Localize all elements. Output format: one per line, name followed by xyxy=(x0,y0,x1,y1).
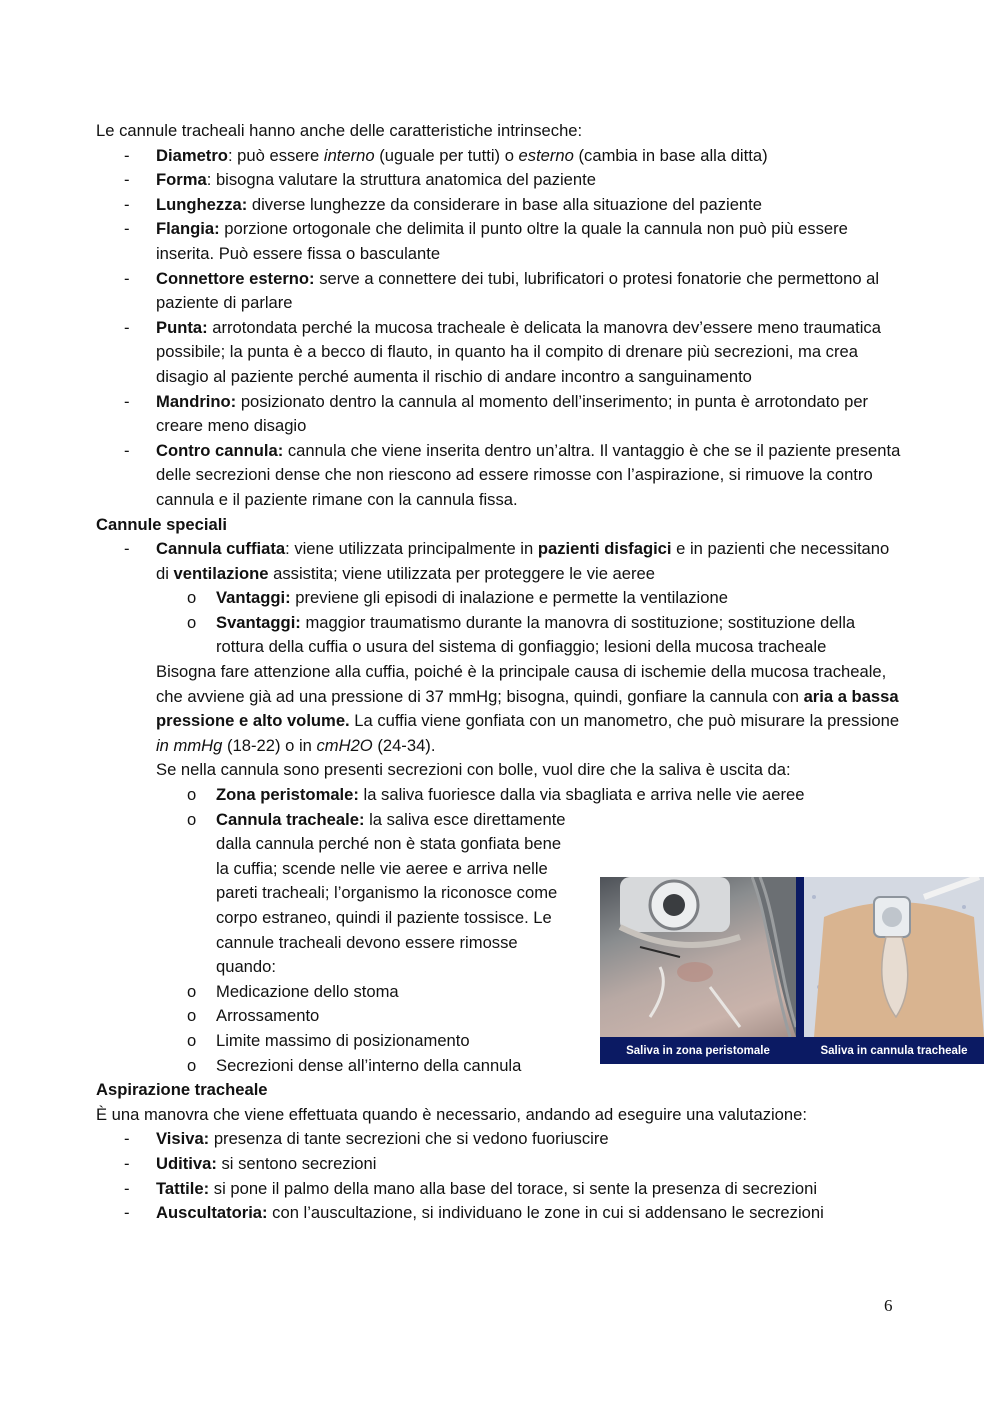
aspiration-list xyxy=(96,1127,904,1225)
term-label: Lunghezza: xyxy=(156,194,248,214)
list-item xyxy=(96,586,904,611)
term-label: Svantaggi: xyxy=(216,612,301,632)
text-run: : bisogna valutare la struttura anatomica del paziente xyxy=(206,170,596,190)
saliva-intro: Se nella cannula sono presenti secrezioni con bolle, vuol dire che la saliva è uscita da: xyxy=(156,760,791,780)
text-run: : viene utilizzata principalmente in xyxy=(285,539,538,559)
list-item xyxy=(96,144,904,169)
list-item xyxy=(96,1152,904,1177)
term-label: Zona peristomale: xyxy=(216,785,359,805)
text-run: Bisogna fare attenzione alla cuffia, poiché è la principale causa di ischemie della mucosa tracheale, che avviene già ad una pressione di 37 mmHg; bisogna, quindi, gonfiare la cannula con xyxy=(156,662,887,706)
text-run: (uguale per tutti) o xyxy=(374,145,519,165)
list-item xyxy=(96,808,568,980)
term-label: Mandrino: xyxy=(156,391,237,411)
characteristics-list xyxy=(96,144,904,513)
special-list xyxy=(96,537,904,586)
list-item xyxy=(96,439,904,513)
text-run: maggior traumatismo durante la manovra di sostituzione; sostituzione della rottura della cuffia o usura del sistema di gonfiaggio; lesioni della mucosa tracheale xyxy=(216,612,856,657)
list-item: o Medicazione dello stoma xyxy=(96,980,904,1005)
caption-tracheal: Saliva in cannula tracheale xyxy=(820,1045,968,1057)
list-item: o Limite massimo di posizionamento xyxy=(96,1029,904,1054)
text-run: (18-22) o in xyxy=(222,735,317,755)
term-label: Contro cannula: xyxy=(156,440,284,460)
italic-run: esterno xyxy=(518,145,574,165)
bold-run: ventilazione xyxy=(173,563,269,583)
term-label: Visiva: xyxy=(156,1129,210,1149)
list-item xyxy=(96,1177,904,1202)
tracheal-cannula-photo xyxy=(804,877,984,1037)
section-heading-aspiration: Aspirazione tracheale xyxy=(96,1080,268,1100)
text-run: La cuffia viene gonfiata con un manometro, che può misurare la pressione xyxy=(349,711,900,731)
list-item xyxy=(96,316,904,390)
intro-paragraph: Le cannule tracheali hanno anche delle caratteristiche intrinseche: xyxy=(96,121,583,140)
bold-run: pazienti disfagici xyxy=(537,539,672,559)
text-run: posizionato dentro la cannula al momento dell’inserimento; in punta è arrotondato per creare meno disagio xyxy=(156,391,869,436)
bold-run: aria a bassa pressione e alto volume. xyxy=(156,686,899,731)
text-run: previene gli episodi di inalazione e permette la ventilazione xyxy=(290,588,728,608)
tracheal-cannula-photo-drawing xyxy=(804,877,984,1037)
section-heading-special: Cannule speciali xyxy=(96,514,227,534)
term-label: Cannula cuffiata xyxy=(156,539,286,559)
term-label: Vantaggi: xyxy=(216,588,291,608)
term-label: Connettore esterno: xyxy=(156,268,315,288)
list-item: o Arrossamento xyxy=(96,1004,904,1029)
text-run: (cambia in base alla ditta) xyxy=(573,145,768,165)
text-run: (24-34). xyxy=(372,735,436,755)
term-label: Uditiva: xyxy=(156,1153,217,1173)
text-run: e in pazienti che necessitano di xyxy=(156,539,890,583)
list-item xyxy=(96,611,904,660)
text-run: la saliva esce direttamente dalla cannula perché non è stata gonfiata bene la cuffia; scende nelle vie aeree e arriva nelle pareti tracheali; l’organismo la riconosce come corpo estraneo, quindi il paziente tossisce. Le cannule tracheali devono essere rimosse quando: xyxy=(216,809,566,977)
term-label: Forma xyxy=(156,170,207,190)
term-label: Diametro xyxy=(156,145,228,165)
text-run: può essere xyxy=(237,145,324,165)
term-label: Tattile: xyxy=(156,1178,210,1198)
page-number: 6 xyxy=(884,1296,893,1315)
text-run: si sentono secrezioni xyxy=(216,1153,377,1173)
aspiration-intro: È una manovra che viene effettuata quando è necessario, andando ad eseguire una valutazione: xyxy=(96,1104,807,1124)
pros-cons-list xyxy=(96,586,904,660)
list-item: o Secrezioni dense all’interno della cannula xyxy=(96,1054,904,1079)
list-item xyxy=(96,783,904,808)
text-run: cannula che viene inserita dentro un’altra. Il vantaggio è che se il paziente presenta delle secrezioni dense che non riescono ad essere rimosse con l’aspirazione, si rimuove la contro cannula e il paziente rimane con la cannula fissa. xyxy=(156,440,901,509)
text-run: con l’auscultazione, si individuano le zone in cui si addensano le secrezioni xyxy=(267,1203,824,1223)
list-item xyxy=(96,168,904,193)
list-item xyxy=(96,267,904,316)
text-run: si pone il palmo della mano alla base del torace, si sente la presenza di secrezioni xyxy=(209,1178,818,1198)
term-label: Flangia: xyxy=(156,219,220,239)
text-run: arrotondata perché la mucosa tracheale è delicata la manovra dev’essere meno traumatica possibile; la punta è a becco di flauto, in quanto ha il compito di drenare più secrezioni, ma crea disagio al paziente perché aumenta il rischio di andare incontro a sanguinamento xyxy=(156,317,881,386)
term-label: Auscultatoria: xyxy=(156,1203,268,1223)
text-run: : xyxy=(227,145,238,165)
term-label: Punta: xyxy=(156,317,208,337)
list-item xyxy=(96,193,904,218)
text-run: serve a connettere dei tubi, lubrificatori o protesi fonatorie che permettono al paziente di parlare xyxy=(156,268,880,313)
text-run: diverse lunghezze da considerare in base alla situazione del paziente xyxy=(247,194,763,214)
list-item xyxy=(96,537,904,586)
italic-run: in mmHg xyxy=(156,735,223,755)
italic-run: cmH2O xyxy=(316,735,373,755)
text-run: porzione ortogonale che delimita il punto oltre la quale la cannula non può più essere inserita. Può essere fissa o basculante xyxy=(156,219,848,263)
list-item xyxy=(96,390,904,439)
text-run: presenza di tante secrezioni che si vedono fuoriuscire xyxy=(209,1129,609,1149)
text-run: la saliva fuoriesce dalla via sbagliata e arriva nelle vie aeree xyxy=(358,785,805,805)
list-item xyxy=(96,1201,904,1226)
caption-peristomal: Saliva in zona peristomale xyxy=(626,1045,770,1057)
peristomal-photo xyxy=(600,877,796,1037)
term-label: Cannula tracheale: xyxy=(216,809,365,829)
list-item xyxy=(96,217,904,266)
saliva-figure xyxy=(600,877,984,1064)
cuff-paragraph xyxy=(96,660,904,758)
text-run: assistita; viene utilizzata per proteggere le vie aeree xyxy=(268,563,655,583)
italic-run: interno xyxy=(323,145,375,165)
list-item xyxy=(96,1127,904,1152)
peristomal-photo-drawing xyxy=(600,877,796,1037)
